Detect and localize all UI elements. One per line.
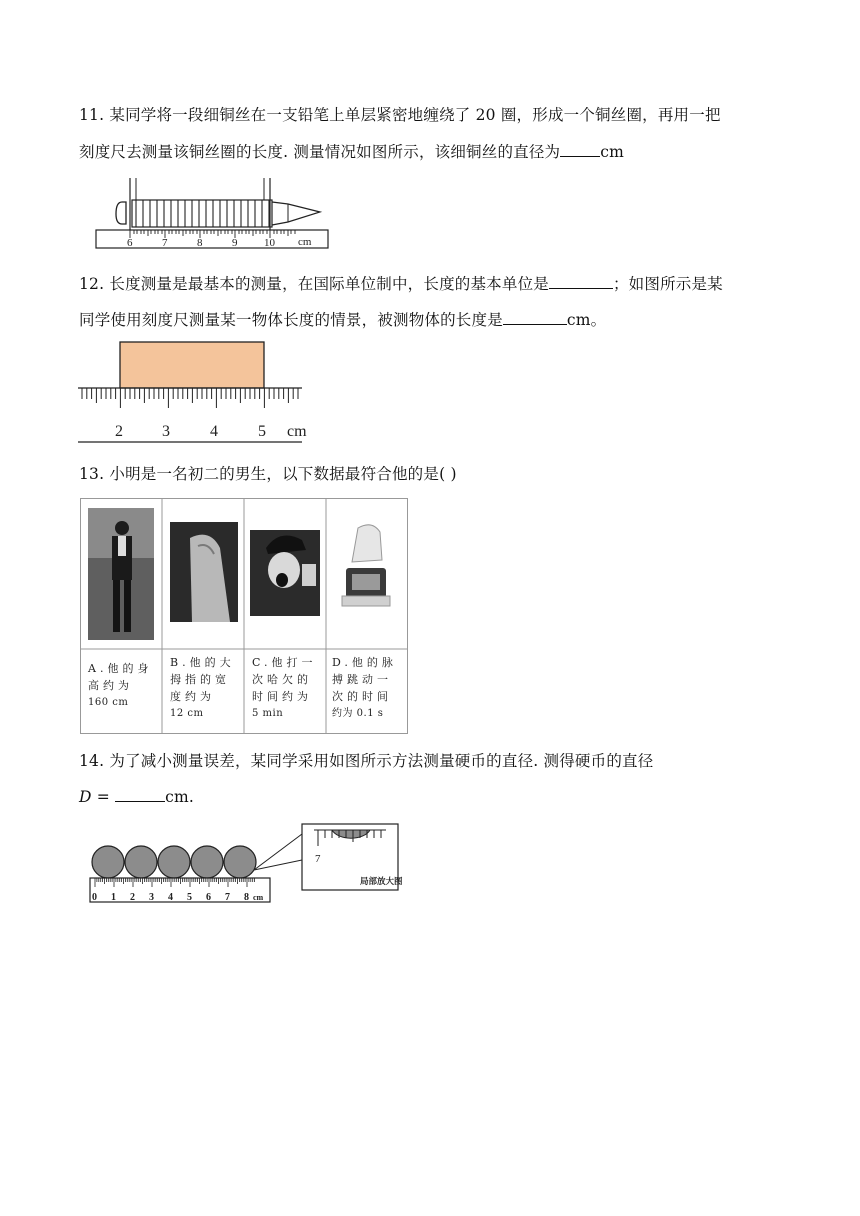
option-c-l3: 时间约为 <box>252 690 312 703</box>
option-d-l1: D.他的脉 <box>332 656 397 669</box>
q12-tick-4: 4 <box>210 423 218 440</box>
q12-line1-tail: ；如图所示是某 <box>612 275 723 293</box>
q14-tick-6: 6 <box>206 892 211 903</box>
option-d-l4: 约为 0.1 s <box>332 708 384 719</box>
q12-unit: cm。 <box>566 311 607 329</box>
q14-tick-0: 0 <box>92 892 97 903</box>
q14-answer-blank[interactable] <box>115 787 165 802</box>
q14-line1: 14. 为了减小测量误差，某同学采用如图所示方法测量硬币的直径. 测得硬币的直径 <box>79 752 654 770</box>
q11-unit: cm <box>600 143 625 161</box>
option-b-l1: B.他的大 <box>170 656 235 669</box>
option-c-text[interactable] <box>252 654 317 722</box>
option-b-l4: 12 cm <box>170 708 204 719</box>
q12-tick-2: 2 <box>115 423 123 440</box>
option-c-l2: 次哈欠的 <box>252 673 312 686</box>
q12-tick-3: 3 <box>162 423 170 440</box>
q12-answer-blank-unit[interactable] <box>549 274 613 289</box>
option-b-l3: 度约为 <box>170 690 215 703</box>
inset-tick-7: 7 <box>315 853 321 865</box>
pencil-tip <box>272 202 320 225</box>
q12-line2-text: 同学使用刻度尺测量某一物体长度的情景，被测物体的长度是 <box>79 311 503 329</box>
q11-tick-8: 8 <box>197 237 203 249</box>
q11-line2-text: 刻度尺去测量该铜丝圈的长度. 测量情况如图所示，该细铜丝的直径为 <box>79 143 561 161</box>
q11-answer-blank[interactable] <box>560 142 600 157</box>
option-a-photo <box>88 508 154 640</box>
q12-figure-ruler-block <box>78 340 318 446</box>
inset-caption: 局部放大图 <box>360 876 403 886</box>
q12-line2 <box>79 309 606 331</box>
measured-block <box>120 342 264 388</box>
q14-tick-2: 2 <box>130 892 135 903</box>
q12-ruler-ticks <box>82 388 298 408</box>
coil-body <box>132 200 272 227</box>
option-d-l3: 次的时间 <box>332 690 392 703</box>
option-b-text[interactable] <box>170 654 235 722</box>
q14-tick-3: 3 <box>149 892 154 903</box>
option-b-photo <box>170 522 238 622</box>
option-b-l2: 拇指的宽 <box>170 673 230 686</box>
q14-tick-8: 8 <box>244 892 249 903</box>
coins <box>92 846 256 878</box>
q13-line1: 13. 小明是一名初二的男生，以下数据最符合他的是( ) <box>79 465 457 483</box>
option-c-l4: 5 min <box>252 708 284 719</box>
q11-tick-10: 10 <box>264 237 275 249</box>
q14-equals: = <box>91 788 116 806</box>
q12-answer-blank-length[interactable] <box>503 310 567 325</box>
option-c-l1: C.他打一 <box>252 656 317 669</box>
q11-tick-unit: cm <box>298 236 312 248</box>
option-a-l3: 160 cm <box>88 697 129 708</box>
option-a-l2: 高约为 <box>88 679 133 692</box>
q11-figure-copper-coil <box>92 176 332 250</box>
q14-tick-4: 4 <box>168 892 173 903</box>
q14-unit: cm. <box>165 788 194 806</box>
option-d-photo <box>330 518 404 644</box>
q12-line1 <box>79 273 723 295</box>
q14-tick-unit: cm <box>253 893 264 902</box>
q11-tick-6: 6 <box>127 237 133 249</box>
option-d-l2: 搏跳动一 <box>332 673 392 686</box>
q14-variable: D <box>79 788 92 806</box>
option-d-text[interactable] <box>332 654 397 722</box>
q12-line1-text: 12. 长度测量是最基本的测量，在国际单位制中，长度的基本单位是 <box>79 275 549 293</box>
q14-tick-5: 5 <box>187 892 192 903</box>
q14-tick-1: 1 <box>111 892 116 903</box>
q14-tick-7: 7 <box>225 892 230 903</box>
option-c-photo <box>250 530 320 616</box>
q11-line1: 11. 某同学将一段细铜丝在一支铅笔上单层紧密地缠绕了 20 圈，形成一个铜丝圈，再用一把 <box>79 106 721 124</box>
q12-tick-5: 5 <box>258 423 266 440</box>
q12-tick-unit: cm <box>287 423 307 440</box>
q14-figure-coins-ruler <box>86 820 406 906</box>
q14-line2 <box>79 786 194 808</box>
option-a-text[interactable] <box>88 660 152 711</box>
option-a-l1: A.他的身 <box>88 662 153 675</box>
pencil-end <box>116 202 126 224</box>
q11-tick-7: 7 <box>162 237 168 249</box>
q11-line2 <box>79 141 624 163</box>
q11-tick-9: 9 <box>232 237 238 249</box>
